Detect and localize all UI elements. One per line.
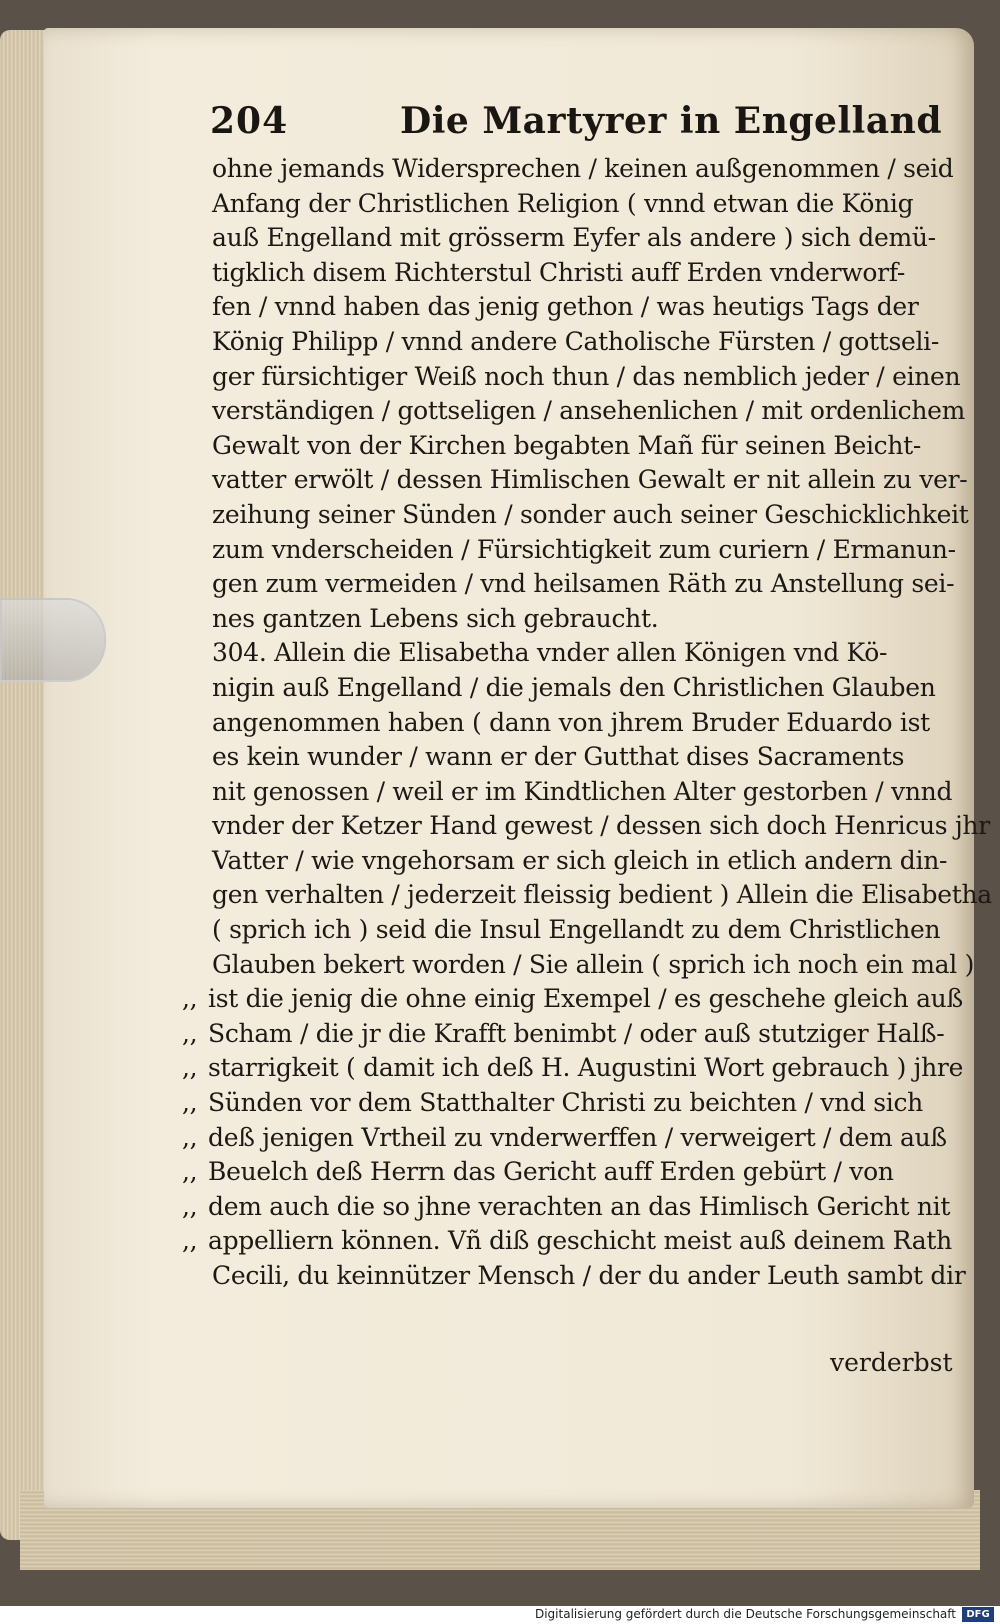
text-line: König Philipp / vnnd andere Catholische Fürsten / gottseli-: [212, 326, 940, 356]
text-line: nes gantzen Lebens sich gebraucht.: [212, 603, 659, 633]
quote-mark: ,,: [182, 1191, 198, 1221]
quoted-line-text: Sünden vor dem Statthalter Christi zu beichten / vnd sich: [208, 1088, 923, 1118]
quoted-line: [182, 1086, 932, 1121]
quote-mark: ,,: [182, 1157, 198, 1187]
text-line: verständigen / gottseligen / ansehenlichen / mit ordenlichem: [212, 396, 966, 426]
text-line: vnder der Ketzer Hand gewest / dessen sich doch Henricus jhr: [212, 811, 990, 841]
quoted-line: [182, 1017, 945, 1052]
quoted-line: [182, 1224, 952, 1259]
text-line: 304. Allein die Elisabetha vnder allen Königen vnd Kö-: [212, 638, 888, 668]
page-header: [210, 100, 942, 160]
text-line: tigklich disem Richterstul Christi auff Erden vnderworf-: [212, 257, 906, 287]
running-title: Die Martyrer in Engelland: [400, 100, 942, 142]
funding-credit: Digitalisierung gefördert durch die Deutsche Forschungsgemeinschaft: [534, 1607, 956, 1621]
quote-mark: ,,: [182, 1088, 198, 1118]
quoted-line: [182, 1190, 951, 1225]
quote-mark: ,,: [182, 1053, 198, 1083]
text-line: nit genossen / weil er im Kindtlichen Alter gestorben / vnnd: [212, 776, 953, 806]
body-text: [182, 152, 992, 1294]
text-line: ger fürsichtiger Weiß noch thun / das nemblich jeder / einen: [212, 361, 961, 391]
text-line: Gewalt von der Kirchen begabten Mañ für seinen Beicht-: [212, 430, 922, 460]
page-clip: [0, 598, 106, 682]
text-line: auß Engelland mit grösserm Eyfer als andere ) sich demü-: [212, 223, 936, 253]
quoted-line: [182, 1121, 947, 1156]
text-line: ohne jemands Widersprechen / keinen außgenommen / seid: [212, 154, 954, 183]
text-line: Glauben bekert worden / Sie allein ( sprich ich noch ein mal ): [212, 949, 975, 979]
text-line: Vatter / wie vngehorsam er sich gleich in etlich andern din-: [212, 845, 948, 875]
page-number: 204: [210, 100, 289, 142]
text-line: ( sprich ich ) seid die Insul Engellandt zu dem Christlichen: [212, 915, 941, 945]
text-line: es kein wunder / wann er der Gutthat dises Sacraments: [212, 742, 905, 772]
text-line: gen zum vermeiden / vnd heilsamen Räth zu Anstellung sei-: [212, 569, 955, 599]
quote-mark: ,,: [182, 1018, 198, 1048]
quoted-line-text: ist die jenig die ohne einig Exempel / es geschehe gleich auß: [208, 984, 963, 1014]
quoted-line: [182, 1051, 964, 1086]
quote-mark: ,,: [182, 984, 198, 1014]
text-line: fen / vnnd haben das jenig gethon / was heutigs Tags der: [212, 292, 919, 322]
quote-mark: ,,: [182, 1122, 198, 1152]
text-line: nigin auß Engelland / die jemals den Christlichen Glauben: [212, 672, 936, 702]
text-line: Anfang der Christlichen Religion ( vnnd etwan die König: [212, 188, 914, 218]
quoted-line-text: Beuelch deß Herrn das Gericht auff Erden gebürt / von: [208, 1157, 894, 1187]
catchword: verderbst: [830, 1348, 953, 1377]
text-line: vatter erwölt / dessen Himlischen Gewalt er nit allein zu ver-: [212, 465, 968, 495]
quoted-line-text: dem auch die so jhne verachten an das Himlisch Gericht nit: [208, 1191, 951, 1221]
text-line: angenommen haben ( dann von jhrem Bruder Eduardo ist: [212, 707, 930, 737]
text-line: zeihung seiner Sünden / sonder auch seiner Geschicklichkeit: [212, 499, 969, 529]
quoted-line-text: starrigkeit ( damit ich deß H. Augustini Wort gebrauch ) jhre: [208, 1053, 964, 1083]
quoted-line-text: Scham / die jr die Krafft benimbt / oder auß stutziger Halß-: [208, 1018, 945, 1048]
dfg-logo: DFG: [962, 1607, 994, 1622]
quoted-line: [182, 982, 963, 1017]
text-line: Cecili, du keinnützer Mensch / der du ander Leuth sambt dir: [212, 1261, 966, 1290]
quoted-line-text: appelliern können. Vñ diß geschicht meist auß deinem Rath: [208, 1226, 952, 1256]
footer-bar: [0, 1606, 1000, 1624]
book-fore-edge: [0, 30, 46, 1540]
quoted-line-text: deß jenigen Vrtheil zu vnderwerffen / verweigert / dem auß: [208, 1122, 947, 1152]
quoted-line: [182, 1155, 932, 1190]
text-line: gen verhalten / jederzeit fleissig bedient ) Allein die Elisabetha: [212, 880, 992, 910]
text-line: zum vnderscheiden / Fürsichtigkeit zum curiern / Ermanun-: [212, 534, 956, 564]
quote-mark: ,,: [182, 1226, 198, 1256]
